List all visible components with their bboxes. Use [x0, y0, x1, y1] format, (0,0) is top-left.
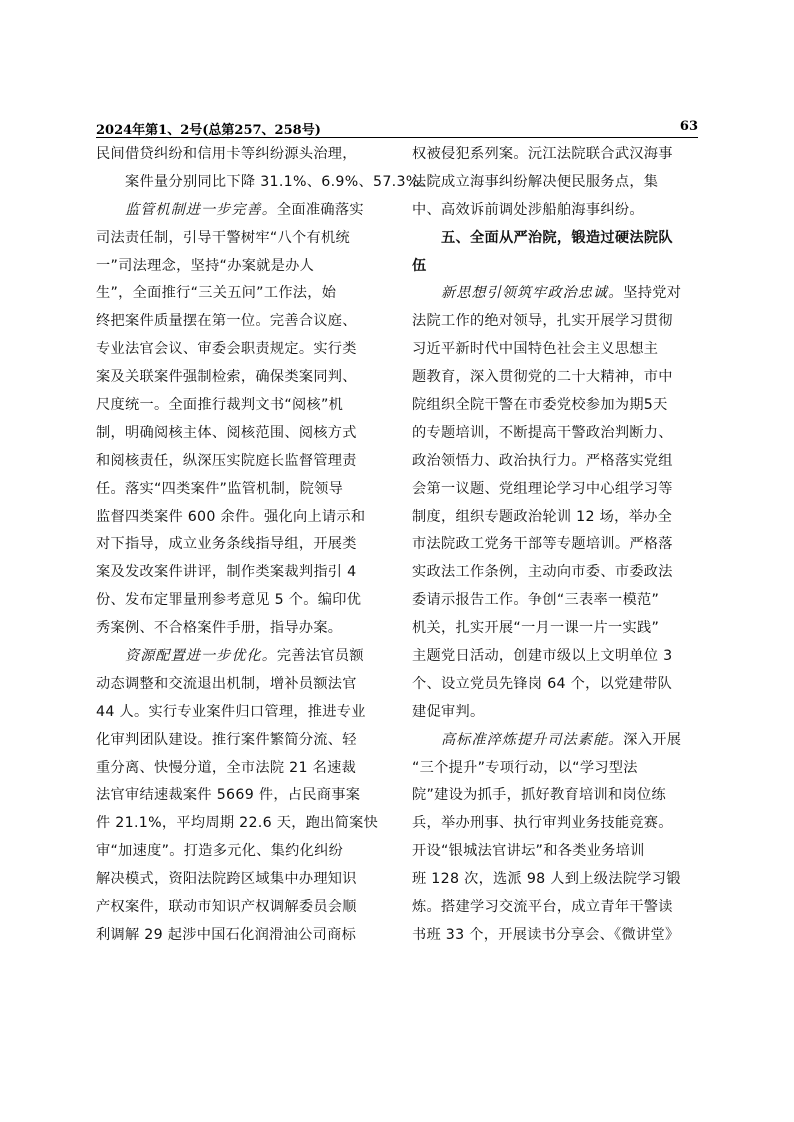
text-line	[96, 280, 382, 308]
line-text: 终把案件质量摆在第一位。完善合议庭、	[96, 313, 357, 330]
text-line	[412, 699, 698, 727]
line-text: 深入开展	[623, 731, 682, 748]
line-text: 法院工作的绝对领导，扎实开展学习贯彻	[412, 313, 673, 330]
text-line	[412, 308, 698, 336]
text-line	[96, 727, 382, 755]
line-text: 一”司法理念，坚持“办案就是办人	[96, 257, 315, 274]
text-line	[412, 755, 698, 783]
text-line	[96, 615, 382, 643]
text-line	[96, 531, 382, 559]
text-line	[96, 225, 382, 253]
text-line	[412, 922, 698, 950]
line-text: 动态调整和交流退出机制，增补员额法官	[96, 675, 357, 692]
line-text: 审“加速度”。打造多元化、集约化纠纷	[96, 843, 344, 860]
line-text: 完善法官员额	[276, 648, 364, 665]
text-line	[412, 782, 698, 810]
line-text: 44 人。实行专业案件归口管理，推进专业	[96, 703, 366, 720]
line-text: 案及发改案件讲评，制作类案裁判指引 4	[96, 564, 357, 581]
line-text: 化审判团队建设。推行案件繁简分流、轻	[96, 731, 357, 748]
text-line	[96, 308, 382, 336]
line-text: 生”，全面推行“三关五问”工作法，始	[96, 285, 337, 302]
text-line	[96, 420, 382, 448]
line-text: “三个提升”专项行动，以“学习型法	[412, 759, 638, 776]
text-line	[96, 699, 382, 727]
line-text: 会第一议题、党组理论学习中心组学习等	[412, 480, 673, 497]
issue-label: 2024年第1、2号(总第257、258号)	[96, 123, 321, 138]
text-line	[412, 838, 698, 866]
text-line	[96, 448, 382, 476]
text-line	[412, 197, 698, 225]
text-line	[96, 504, 382, 532]
text-line	[96, 336, 382, 364]
text-line	[412, 336, 698, 364]
text-line	[96, 364, 382, 392]
text-line	[96, 169, 435, 197]
text-line	[96, 894, 382, 922]
left-column	[96, 141, 435, 950]
line-text: 案及关联案件强制检索，确保类案同判、	[96, 369, 357, 386]
line-text: 主题党日活动，创建市级以上文明单位 3	[412, 648, 673, 665]
text-line	[412, 671, 698, 699]
line-text: 市法院政工党务干部等专题培训。严格落	[412, 536, 673, 553]
text-line	[412, 810, 698, 838]
text-line	[96, 782, 382, 810]
text-line	[412, 476, 698, 504]
line-text: 开设“银城法官讲坛”和各类业务培训	[412, 843, 645, 860]
text-line	[412, 615, 698, 643]
right-column	[412, 141, 698, 950]
line-text: 任。落实“四类案件”监管机制，院领导	[96, 480, 344, 497]
line-text: 法院成立海事纠纷解决便民服务点，集	[412, 173, 659, 190]
text-line	[96, 755, 382, 783]
text-line	[412, 392, 698, 420]
line-text: 实政法工作条例，主动向市委、市委政法	[412, 564, 673, 581]
line-text: 伍	[412, 257, 427, 274]
line-text: 制度，组织专题政治轮训 12 场，举办全	[412, 508, 673, 525]
line-text: 班 128 次，选派 98 人到上级法院学习锻	[412, 871, 681, 888]
paragraph-lead-heading: 资源配置进一步优化。	[125, 648, 277, 665]
text-line	[96, 197, 382, 225]
text-line	[412, 894, 698, 922]
line-text: 尺度统一。全面推行裁判文书“阅核”机	[96, 397, 344, 414]
line-text: 份、发布定罪量刑参考意见 5 个。编印优	[96, 592, 362, 609]
line-text: 司法责任制，引导干警树牢“八个有机统	[96, 229, 350, 246]
text-line	[96, 392, 382, 420]
line-text: 对下指导，成立业务条线指导组，开展类	[96, 536, 357, 553]
line-text: 政治领悟力、政治执行力。严格落实党组	[412, 452, 673, 469]
text-line	[96, 253, 382, 281]
line-text: 秀案例、不合格案件手册，指导办案。	[96, 620, 343, 637]
line-text: 的专题培训，不断提高干警政治判断力、	[412, 424, 673, 441]
text-line	[412, 587, 698, 615]
line-text: 院组织全院干警在市委党校参加为期5天	[412, 397, 668, 414]
line-text: 中、高效诉前调处涉船舶海事纠纷。	[412, 201, 644, 218]
line-text: 解决模式，资阳法院跨区域集中办理知识	[96, 871, 357, 888]
line-text: 题教育，深入贯彻党的二十大精神，市中	[412, 369, 673, 386]
line-text: 院”建设为抓手，抓好教育培训和岗位练	[412, 787, 666, 804]
text-line	[96, 476, 382, 504]
line-text: 习近平新时代中国特色社会主义思想主	[412, 341, 659, 358]
text-line	[412, 169, 698, 197]
text-line	[412, 559, 698, 587]
text-line	[96, 559, 382, 587]
text-line	[96, 587, 382, 615]
running-header	[96, 117, 698, 137]
text-line	[412, 866, 698, 894]
line-text: 产权案件，联动市知识产权调解委员会顺	[96, 899, 357, 916]
text-line	[412, 225, 698, 253]
line-text: 兵，举办刑事、执行审判业务技能竞赛。	[412, 815, 673, 832]
text-line	[412, 531, 698, 559]
text-line	[412, 727, 698, 755]
text-line	[96, 866, 382, 894]
line-text: 委请示报告工作。争创“三表率一模范”	[412, 592, 660, 609]
line-text: 件 21.1%，平均周期 22.6 天，跑出简案快	[96, 815, 379, 832]
line-text: 利调解 29 起涉中国石化润滑油公司商标	[96, 926, 357, 943]
text-line	[96, 810, 382, 838]
line-text: 个、设立党员先锋岗 64 个，以党建带队	[412, 675, 673, 692]
line-text: 五、全面从严治院，锻造过硬法院队	[441, 229, 673, 246]
text-line	[412, 253, 698, 281]
text-line	[412, 280, 698, 308]
text-line	[412, 504, 698, 532]
line-text: 书班 33 个，开展读书分享会、《微讲堂》	[412, 926, 680, 943]
paragraph-lead-heading: 监管机制进一步完善。	[125, 201, 277, 218]
text-line	[412, 643, 698, 671]
text-line	[96, 671, 382, 699]
line-text: 权被侵犯系列案。沅江法院联合武汉海事	[412, 146, 673, 162]
line-text: 民间借贷纠纷和信用卡等纠纷源头治理，	[96, 146, 357, 162]
line-text: 坚持党对	[623, 285, 682, 302]
paragraph-lead-heading: 高标准淬炼提升司法素能。	[441, 731, 624, 748]
line-text: 机关，扎实开展“一月一课一片一实践”	[412, 620, 660, 637]
line-text: 制，明确阅核主体、阅核范围、阅核方式	[96, 424, 357, 441]
text-line	[96, 141, 382, 169]
line-text: 重分离、快慢分道，全市法院 21 名速裁	[96, 759, 357, 776]
text-line	[412, 448, 698, 476]
line-text: 全面准确落实	[276, 201, 364, 218]
line-text: 建促审判。	[412, 703, 485, 720]
paragraph-lead-heading: 新思想引领筑牢政治忠诚。	[441, 285, 624, 302]
text-line	[96, 643, 382, 671]
header-rule	[96, 137, 698, 138]
text-line	[412, 420, 698, 448]
line-text: 案件量分别同比下降 31.1%、6.9%、57.3%。	[125, 173, 435, 190]
text-line	[96, 922, 382, 950]
line-text: 法官审结速裁案件 5669 件，占民商事案	[96, 787, 361, 804]
line-text: 专业法官会议、审委会职责规定。实行类	[96, 341, 357, 358]
text-line	[412, 364, 698, 392]
text-line	[96, 838, 382, 866]
line-text: 炼。搭建学习交流平台，成立青年干警读	[412, 899, 673, 916]
line-text: 监督四类案件 600 余件。强化向上请示和	[96, 508, 366, 525]
page-number: 63	[679, 119, 698, 134]
text-line	[412, 141, 698, 169]
line-text: 和阅核责任，纵深压实院庭长监督管理责	[96, 452, 357, 469]
